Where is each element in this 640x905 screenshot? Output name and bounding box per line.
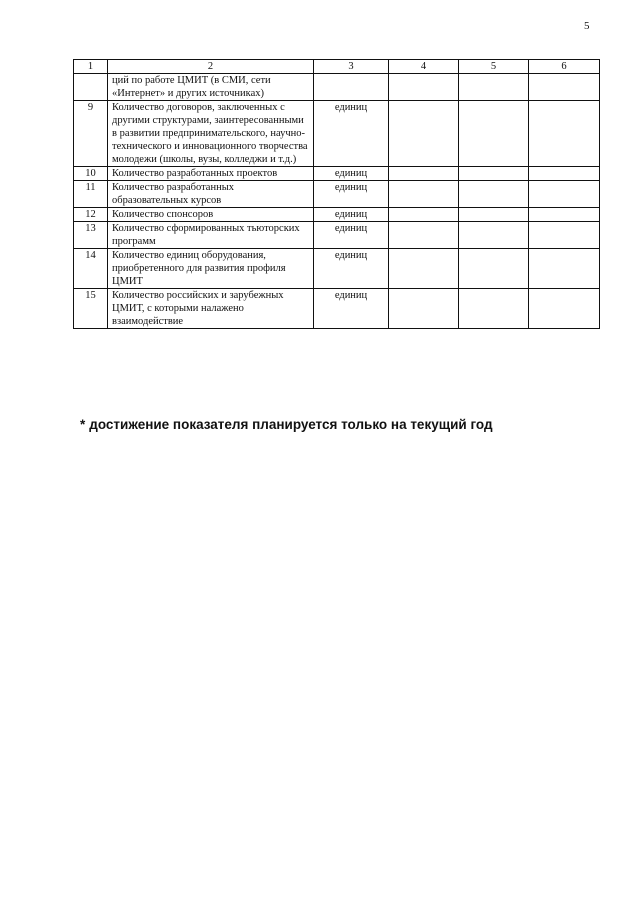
column-header: 6 xyxy=(529,60,600,74)
row-number-cell: 12 xyxy=(74,208,108,222)
value-cell xyxy=(459,249,529,289)
table-row xyxy=(74,101,600,167)
value-cell xyxy=(529,222,600,249)
indicator-name-cell: Количество договоров, заключенных с другими структурами, заинтересованными в развитии предпринимательского, научно-технического и инновационного творчества молодежи (школы, вузы, колледжи и т.д.) xyxy=(108,101,314,167)
unit-cell: единиц xyxy=(314,249,389,289)
column-header: 5 xyxy=(459,60,529,74)
indicator-name-cell: Количество сформированных тьюторских программ xyxy=(108,222,314,249)
value-cell xyxy=(529,101,600,167)
value-cell xyxy=(529,249,600,289)
column-header: 2 xyxy=(108,60,314,74)
indicators-table xyxy=(73,59,600,329)
value-cell xyxy=(389,101,459,167)
column-header: 3 xyxy=(314,60,389,74)
column-header: 1 xyxy=(74,60,108,74)
value-cell xyxy=(459,289,529,329)
row-number-cell: 11 xyxy=(74,181,108,208)
unit-cell: единиц xyxy=(314,101,389,167)
row-number-cell: 10 xyxy=(74,167,108,181)
table-row xyxy=(74,222,600,249)
value-cell xyxy=(459,167,529,181)
unit-cell: единиц xyxy=(314,208,389,222)
value-cell xyxy=(529,289,600,329)
table-row xyxy=(74,249,600,289)
indicator-name-cell: Количество российских и зарубежных ЦМИТ, с которыми налажено взаимодействие xyxy=(108,289,314,329)
unit-cell: единиц xyxy=(314,181,389,208)
value-cell xyxy=(529,208,600,222)
value-cell xyxy=(459,208,529,222)
unit-cell xyxy=(314,74,389,101)
table-header-row xyxy=(74,60,600,74)
table-row xyxy=(74,167,600,181)
value-cell xyxy=(389,74,459,101)
value-cell xyxy=(389,222,459,249)
column-header: 4 xyxy=(389,60,459,74)
row-number-cell: 13 xyxy=(74,222,108,249)
unit-cell: единиц xyxy=(314,222,389,249)
row-number-cell: 15 xyxy=(74,289,108,329)
indicator-name-cell: Количество разработанных образовательных курсов xyxy=(108,181,314,208)
indicator-name-cell: Количество разработанных проектов xyxy=(108,167,314,181)
value-cell xyxy=(459,181,529,208)
unit-cell: единиц xyxy=(314,289,389,329)
row-number-cell: 14 xyxy=(74,249,108,289)
row-number-cell: 9 xyxy=(74,101,108,167)
value-cell xyxy=(529,181,600,208)
unit-cell: единиц xyxy=(314,167,389,181)
value-cell xyxy=(529,74,600,101)
value-cell xyxy=(389,167,459,181)
footnote-text: достижение показателя планируется только на текущий год xyxy=(89,417,493,432)
row-number-cell xyxy=(74,74,108,101)
footnote-marker: * xyxy=(80,417,86,432)
value-cell xyxy=(459,74,529,101)
value-cell xyxy=(389,181,459,208)
value-cell xyxy=(459,101,529,167)
indicator-name-cell: ций по работе ЦМИТ (в СМИ, сети «Интернет» и других источниках) xyxy=(108,74,314,101)
value-cell xyxy=(459,222,529,249)
value-cell xyxy=(529,167,600,181)
table-row xyxy=(74,181,600,208)
table-row xyxy=(74,74,600,101)
indicator-name-cell: Количество единиц оборудования, приобретенного для развития профиля ЦМИТ xyxy=(108,249,314,289)
table-row xyxy=(74,289,600,329)
value-cell xyxy=(389,249,459,289)
table-row xyxy=(74,208,600,222)
indicator-name-cell: Количество спонсоров xyxy=(108,208,314,222)
page-number: 5 xyxy=(584,20,590,32)
value-cell xyxy=(389,208,459,222)
value-cell xyxy=(389,289,459,329)
footnote xyxy=(80,417,493,432)
